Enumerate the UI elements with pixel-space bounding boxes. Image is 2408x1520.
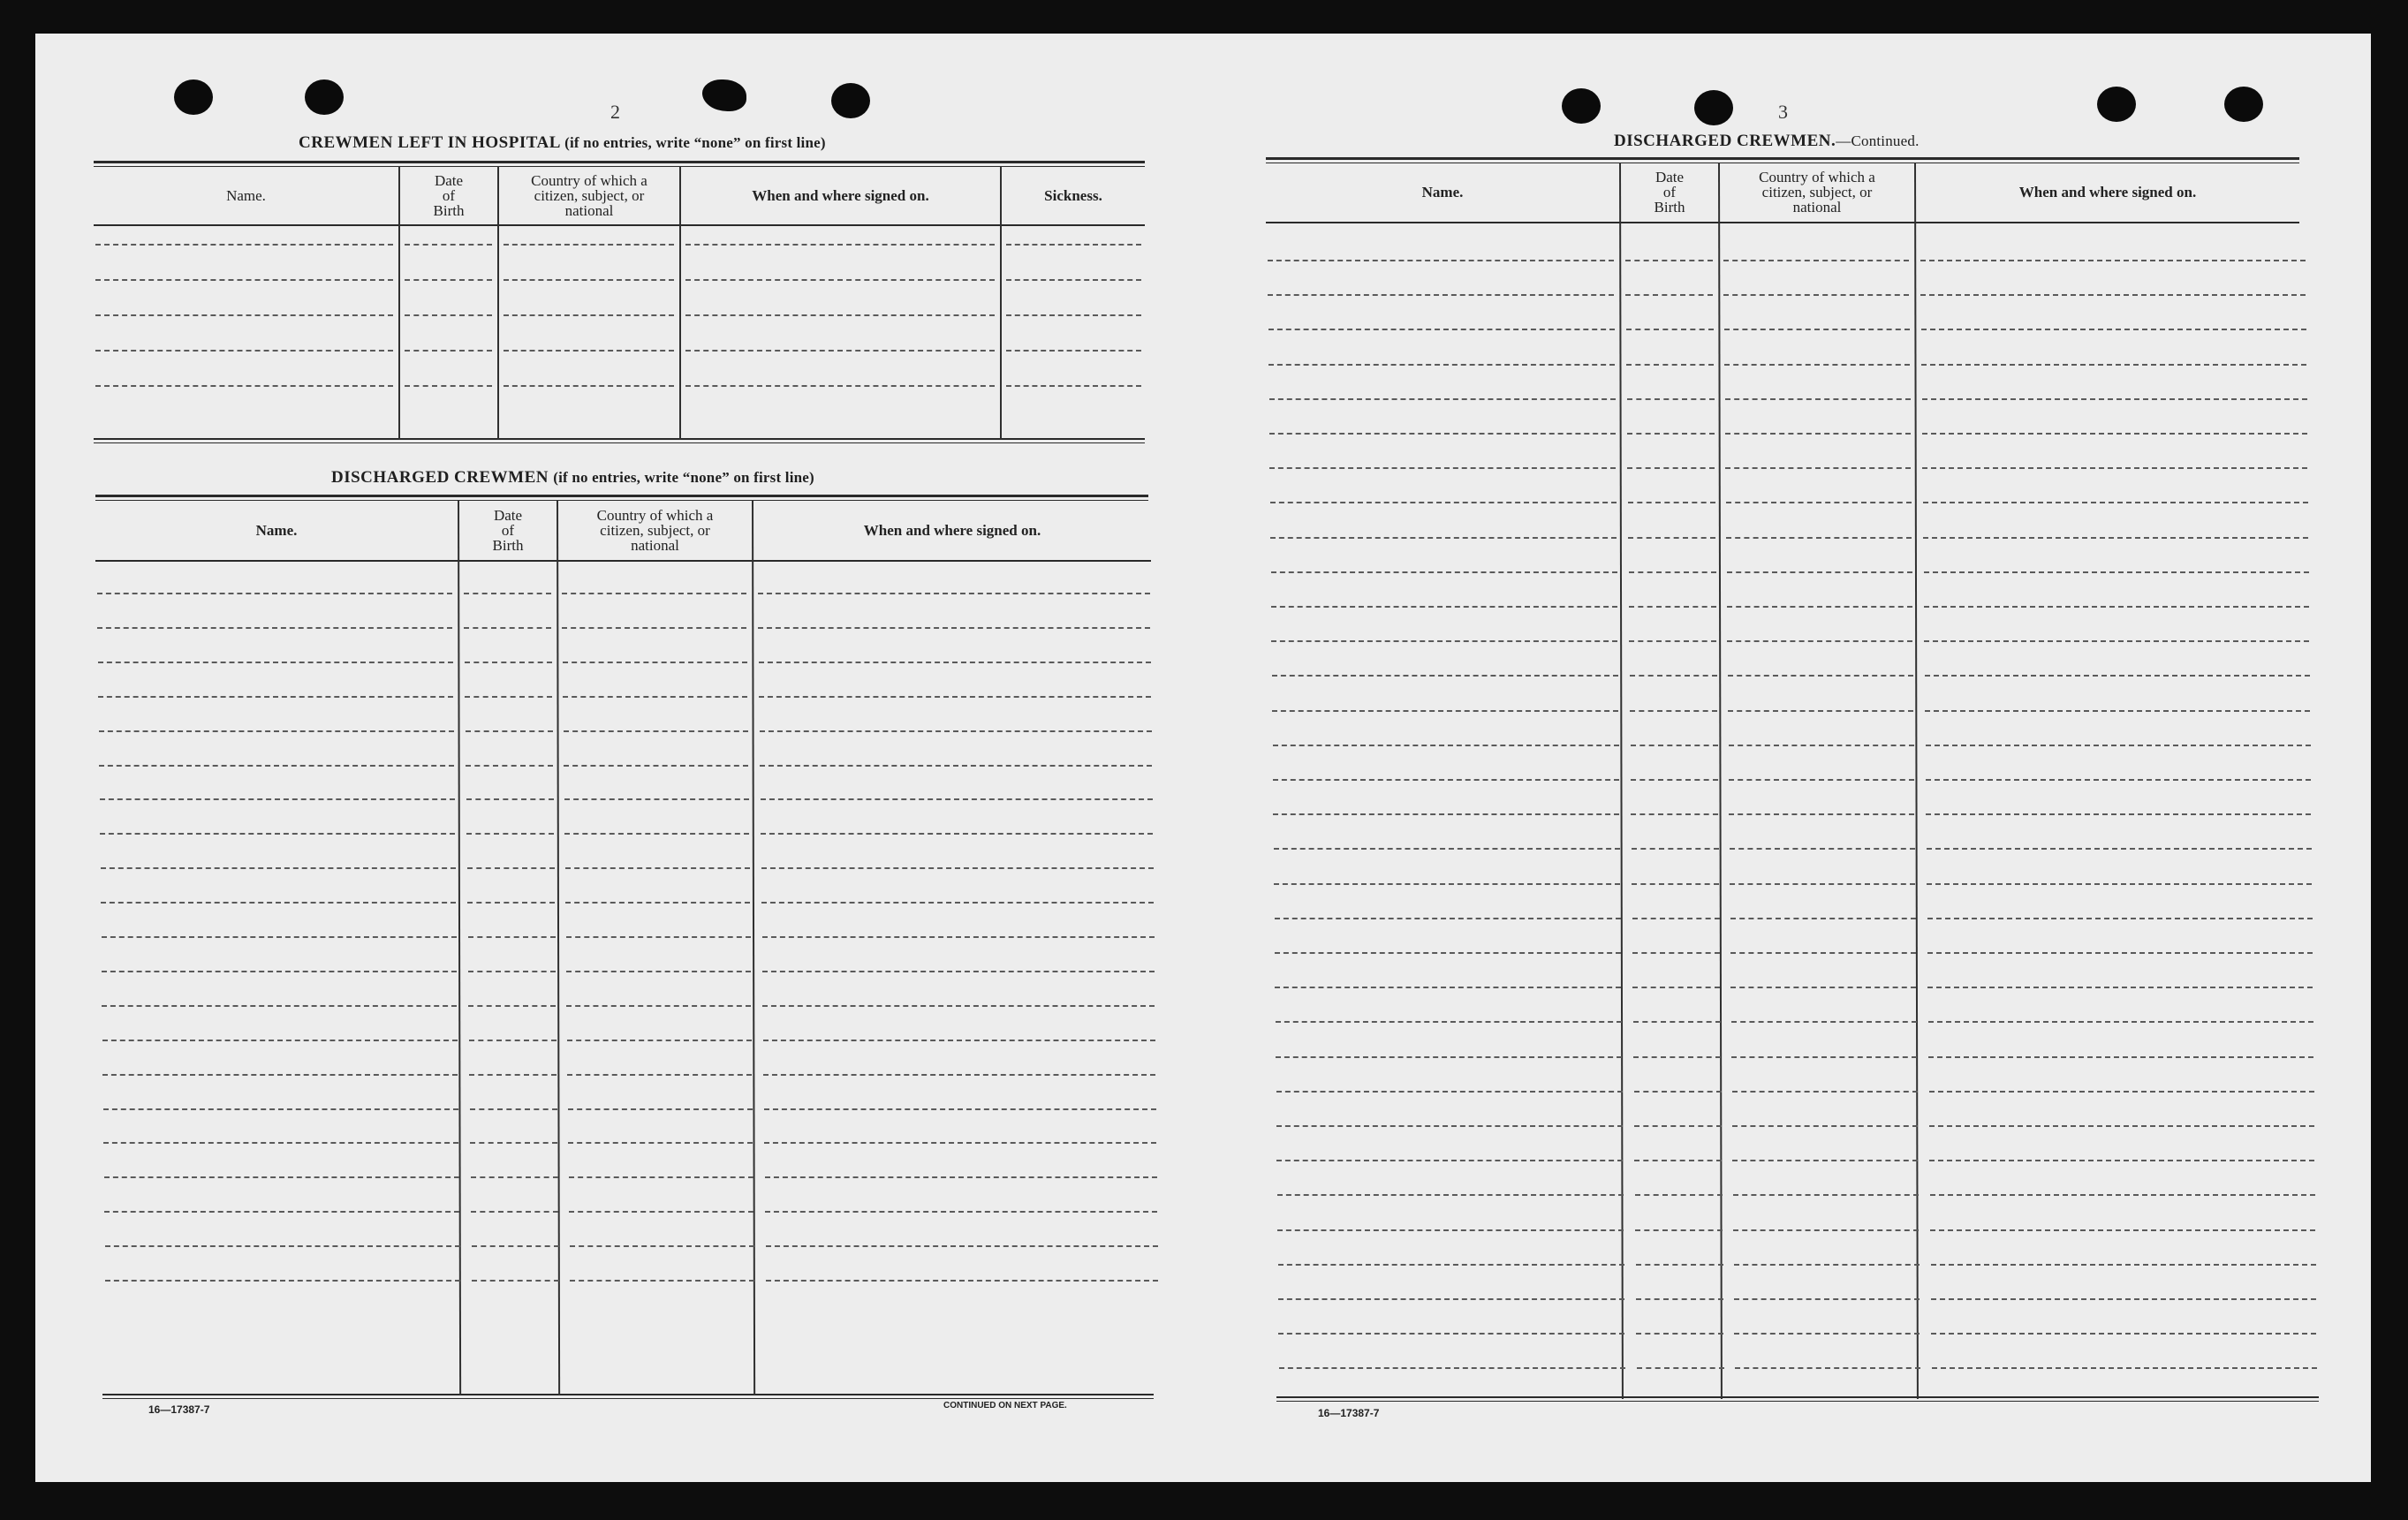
hospital-header-country: Country of which a citizen, subject, or national: [531, 171, 647, 219]
entry-line: [100, 833, 455, 835]
entry-line: [759, 696, 1151, 698]
entry-line: [763, 1040, 1155, 1041]
entry-line: [758, 627, 1150, 629]
entry-line: [1632, 848, 1719, 850]
entry-line: [765, 1211, 1157, 1213]
discharged-right-col-divider: [1914, 163, 1919, 1399]
entry-line: [1633, 1056, 1721, 1058]
discharged-right-header-bottom-rule: [1266, 222, 2299, 223]
entry-line: [1926, 745, 2311, 746]
entry-line: [466, 833, 554, 835]
entry-line: [1725, 433, 1911, 435]
entry-line: [1006, 314, 1141, 316]
entry-line: [1270, 502, 1617, 503]
entry-line: [102, 1005, 457, 1007]
entry-line: [1723, 294, 1909, 296]
entry-line: [1006, 279, 1141, 281]
discharged-left-bottom-rule: [102, 1394, 1154, 1395]
entry-line: [1734, 1264, 1920, 1266]
entry-line: [99, 730, 454, 732]
entry-line: [468, 971, 556, 972]
entry-line: [1268, 329, 1615, 330]
entry-line: [1929, 1091, 2314, 1093]
entry-line: [1632, 883, 1719, 885]
hospital-table-top-rule-thin: [94, 166, 1145, 167]
entry-line: [1629, 571, 1716, 573]
entry-line: [1637, 1367, 1724, 1369]
entry-line: [104, 1211, 459, 1213]
entry-line: [568, 1142, 753, 1144]
entry-line: [685, 385, 995, 387]
entry-line: [1627, 398, 1715, 400]
entry-line: [1632, 952, 1720, 954]
entry-line: [1734, 1333, 1920, 1335]
punch-hole-icon: [2097, 87, 2136, 122]
entry-line: [95, 385, 393, 387]
discharged-left-col-divider: [557, 500, 560, 1395]
punch-hole-icon: [1562, 88, 1601, 124]
discharged-left-header-signed-on: When and where signed on.: [863, 521, 1041, 539]
entry-line: [764, 1108, 1156, 1110]
entry-line: [1927, 883, 2312, 885]
entry-line: [103, 1108, 458, 1110]
entry-line: [1925, 710, 2310, 712]
discharged-right-header-country: Country of which a citizen, subject, or national: [1759, 169, 1875, 216]
entry-line: [405, 385, 492, 387]
discharged-right-bottom-rule: [1276, 1396, 2319, 1398]
entry-line: [95, 350, 393, 352]
entry-line: [464, 593, 551, 594]
entry-line: [1269, 433, 1616, 435]
entry-line: [101, 902, 456, 904]
entry-line: [766, 1280, 1158, 1282]
entry-line: [1728, 675, 1913, 677]
entry-line: [1629, 606, 1716, 608]
entry-line: [1270, 537, 1617, 539]
entry-line: [95, 244, 393, 246]
hospital-section-title: [299, 133, 826, 153]
entry-line: [764, 1142, 1156, 1144]
entry-line: [1634, 1125, 1722, 1127]
discharged-right-header-name: Name.: [1421, 184, 1464, 200]
entry-line: [1730, 883, 1915, 885]
entry-line: [1921, 329, 2306, 330]
entry-line: [1726, 537, 1912, 539]
entry-line: [1921, 364, 2306, 366]
entry-line: [1268, 294, 1614, 296]
entry-line: [685, 279, 995, 281]
entry-line: [472, 1245, 559, 1247]
discharged-left-top-rule: [95, 495, 1148, 497]
entry-line: [1269, 398, 1616, 400]
entry-line: [1276, 1125, 1623, 1127]
discharged-right-col-divider: [1619, 163, 1624, 1399]
discharged-right-top-rule: [1266, 157, 2299, 160]
entry-line: [1730, 987, 1916, 988]
entry-line: [1730, 848, 1915, 850]
discharged-left-col-divider: [458, 500, 461, 1395]
discharged-left-header-name: Name.: [255, 521, 298, 539]
page-number-right: 3: [1778, 101, 1788, 123]
entry-line: [1268, 364, 1615, 366]
entry-line: [464, 627, 551, 629]
entry-line: [1269, 467, 1616, 469]
entry-line: [1274, 883, 1620, 885]
punch-hole-icon: [702, 79, 746, 111]
entry-line: [468, 1005, 556, 1007]
punch-hole-icon: [1694, 90, 1733, 125]
entry-line: [762, 936, 1155, 938]
entry-line: [1635, 1229, 1723, 1231]
entry-line: [765, 1176, 1157, 1178]
entry-line: [1730, 918, 1916, 919]
entry-line: [1276, 1056, 1622, 1058]
entry-line: [759, 662, 1151, 663]
entry-line: [1729, 779, 1914, 781]
entry-line: [471, 1211, 558, 1213]
entry-line: [569, 1211, 753, 1213]
entry-line: [97, 627, 452, 629]
hospital-header-sickness: Sickness.: [1044, 186, 1102, 204]
entry-line: [1924, 571, 2309, 573]
entry-line: [563, 662, 747, 663]
hospital-header-name: Name.: [226, 186, 266, 204]
entry-line: [761, 867, 1154, 869]
entry-line: [1276, 1160, 1623, 1161]
entry-line: [1927, 987, 2313, 988]
entry-line: [1006, 244, 1141, 246]
entry-line: [566, 1005, 751, 1007]
discharged-left-col-divider: [752, 500, 755, 1395]
entry-line: [99, 765, 454, 767]
entry-line: [1930, 1194, 2315, 1196]
entry-line: [1924, 606, 2309, 608]
hospital-table-bottom-rule-thin: [94, 442, 1145, 443]
entry-line: [762, 971, 1155, 972]
punch-hole-icon: [2224, 87, 2263, 122]
entry-line: [1724, 329, 1910, 330]
entry-line: [405, 244, 492, 246]
entry-line: [1630, 710, 1717, 712]
hospital-header-bottom-rule: [94, 224, 1145, 226]
entry-line: [1923, 502, 2308, 503]
entry-line: [570, 1245, 754, 1247]
form-code-left: 16—17387-7: [148, 1403, 210, 1416]
entry-line: [105, 1280, 460, 1282]
entry-line: [465, 696, 552, 698]
hospital-title-note: (if no entries, write “none” on first line): [564, 134, 826, 151]
entry-line: [102, 971, 457, 972]
entry-line: [567, 1040, 752, 1041]
discharged-title-text: DISCHARGED CREWMEN: [331, 468, 549, 487]
entry-line: [1731, 1056, 1917, 1058]
entry-line: [1922, 398, 2307, 400]
entry-line: [471, 1176, 558, 1178]
entry-line: [1276, 1021, 1622, 1023]
entry-line: [1636, 1333, 1723, 1335]
hospital-header-date-of-birth: Date of Birth: [433, 171, 465, 219]
entry-line: [1273, 813, 1619, 815]
entry-line: [1630, 675, 1717, 677]
entry-line: [466, 765, 553, 767]
entry-line: [761, 833, 1153, 835]
entry-line: [101, 867, 456, 869]
entry-line: [1725, 467, 1911, 469]
entry-line: [467, 902, 555, 904]
entry-line: [468, 936, 556, 938]
entry-line: [1268, 260, 1614, 261]
entry-line: [1626, 329, 1714, 330]
entry-line: [1006, 385, 1141, 387]
hospital-table-top-rule: [94, 161, 1145, 163]
entry-line: [100, 798, 455, 800]
entry-line: [1731, 1021, 1917, 1023]
entry-line: [1634, 1160, 1722, 1161]
entry-line: [1932, 1367, 2317, 1369]
entry-line: [1631, 745, 1718, 746]
entry-line: [470, 1108, 557, 1110]
entry-line: [1725, 398, 1911, 400]
entry-line: [1277, 1194, 1624, 1196]
entry-line: [504, 244, 674, 246]
entry-line: [1926, 813, 2311, 815]
page-number-left: 2: [610, 101, 620, 123]
entry-line: [504, 385, 674, 387]
discharged-left-top-rule-thin: [95, 500, 1148, 501]
discharged-left-header-date-of-birth: Date of Birth: [492, 506, 524, 554]
entry-line: [1931, 1264, 2316, 1266]
entry-line: [467, 867, 555, 869]
entry-line: [1925, 675, 2310, 677]
punch-hole-icon: [174, 79, 213, 115]
discharged-right-bottom-rule-thin: [1276, 1401, 2319, 1402]
entry-line: [568, 1108, 753, 1110]
form-code-right: 16—17387-7: [1318, 1407, 1380, 1419]
entry-line: [1273, 745, 1619, 746]
entry-line: [1726, 502, 1912, 503]
entry-line: [563, 696, 747, 698]
entry-line: [95, 279, 393, 281]
entry-line: [1929, 1160, 2314, 1161]
entry-line: [104, 1176, 459, 1178]
entry-line: [1625, 260, 1713, 261]
entry-line: [466, 798, 554, 800]
entry-line: [1924, 640, 2309, 642]
discharged-right-col-divider: [1718, 163, 1723, 1399]
entry-line: [405, 350, 492, 352]
entry-line: [1633, 1021, 1721, 1023]
entry-line: [98, 696, 453, 698]
entry-line: [1723, 260, 1909, 261]
entry-line: [1928, 1056, 2313, 1058]
entry-line: [1929, 1125, 2314, 1127]
hospital-title-text: CREWMEN LEFT IN HOSPITAL: [299, 133, 560, 152]
entry-line: [105, 1245, 460, 1247]
entry-line: [405, 279, 492, 281]
entry-line: [1927, 918, 2313, 919]
discharged-right-header-date-of-birth: Date of Birth: [1654, 169, 1685, 216]
discharged-continued-title: [1614, 132, 1920, 151]
entry-line: [1006, 350, 1141, 352]
discharged-continued-title-text: DISCHARGED CREWMEN.: [1614, 132, 1836, 150]
entry-line: [1920, 260, 2306, 261]
hospital-header-signed-on: When and where signed on.: [752, 186, 929, 204]
entry-line: [1271, 606, 1617, 608]
entry-line: [1625, 294, 1713, 296]
entry-line: [1735, 1367, 1920, 1369]
entry-line: [1732, 1091, 1918, 1093]
entry-line: [1636, 1298, 1723, 1300]
hospital-table-bottom-rule: [94, 438, 1145, 440]
entry-line: [97, 593, 452, 594]
entry-line: [1734, 1298, 1920, 1300]
entry-line: [504, 279, 674, 281]
entry-line: [1930, 1229, 2315, 1231]
entry-line: [1272, 675, 1618, 677]
entry-line: [1271, 640, 1617, 642]
entry-line: [1728, 710, 1913, 712]
entry-line: [1931, 1298, 2316, 1300]
entry-line: [1729, 813, 1914, 815]
entry-line: [761, 902, 1154, 904]
entry-line: [1631, 779, 1718, 781]
entry-line: [1724, 364, 1910, 366]
entry-line: [1920, 294, 2306, 296]
entry-line: [469, 1074, 557, 1076]
entry-line: [102, 1040, 458, 1041]
entry-line: [95, 314, 393, 316]
discharged-section-title: [331, 468, 814, 488]
entry-line: [103, 1142, 458, 1144]
entry-line: [1931, 1333, 2316, 1335]
entry-line: [470, 1142, 557, 1144]
entry-line: [472, 1280, 559, 1282]
entry-line: [504, 350, 674, 352]
entry-line: [1923, 537, 2308, 539]
entry-line: [763, 1074, 1155, 1076]
entry-line: [102, 936, 457, 938]
entry-line: [1271, 571, 1617, 573]
entry-line: [761, 798, 1153, 800]
entry-line: [1278, 1333, 1624, 1335]
entry-line: [564, 833, 749, 835]
entry-line: [566, 971, 751, 972]
entry-line: [1278, 1264, 1624, 1266]
entry-line: [1632, 918, 1720, 919]
entry-line: [466, 730, 553, 732]
entry-line: [504, 314, 674, 316]
entry-line: [1733, 1229, 1919, 1231]
document-page: [35, 34, 2371, 1482]
entry-line: [1632, 987, 1720, 988]
entry-line: [1626, 364, 1714, 366]
entry-line: [1635, 1194, 1723, 1196]
entry-line: [564, 798, 749, 800]
entry-line: [1926, 779, 2311, 781]
entry-line: [762, 1005, 1155, 1007]
entry-line: [1732, 1160, 1918, 1161]
entry-line: [1927, 848, 2312, 850]
entry-line: [1631, 813, 1718, 815]
entry-line: [102, 1074, 458, 1076]
entry-line: [1922, 467, 2307, 469]
entry-line: [1922, 433, 2307, 435]
entry-line: [760, 765, 1152, 767]
entry-line: [1727, 606, 1912, 608]
entry-line: [1276, 1091, 1623, 1093]
entry-line: [1730, 952, 1916, 954]
entry-line: [1277, 1229, 1624, 1231]
entry-line: [1733, 1194, 1919, 1196]
entry-line: [562, 627, 746, 629]
entry-line: [565, 902, 750, 904]
entry-line: [564, 730, 748, 732]
entry-line: [1627, 433, 1715, 435]
entry-line: [98, 662, 453, 663]
entry-line: [564, 765, 748, 767]
entry-line: [1272, 710, 1618, 712]
discharged-title-note: (if no entries, write “none” on first line): [553, 469, 814, 486]
discharged-right-header-signed-on: When and where signed on.: [2018, 184, 2197, 200]
entry-line: [766, 1245, 1158, 1247]
entry-line: [685, 350, 995, 352]
entry-line: [567, 1074, 752, 1076]
entry-line: [685, 314, 995, 316]
entry-line: [1927, 952, 2313, 954]
punch-hole-icon: [305, 79, 344, 115]
continued-note: CONTINUED ON NEXT PAGE.: [943, 1401, 1067, 1410]
discharged-left-header-bottom-rule: [95, 560, 1151, 562]
entry-line: [1275, 987, 1621, 988]
entry-line: [685, 244, 995, 246]
discharged-left-bottom-rule-thin: [102, 1398, 1154, 1399]
entry-line: [1727, 640, 1912, 642]
entry-line: [760, 730, 1152, 732]
entry-line: [570, 1280, 754, 1282]
entry-line: [1628, 537, 1715, 539]
entry-line: [1279, 1367, 1625, 1369]
entry-line: [1274, 848, 1620, 850]
entry-line: [405, 314, 492, 316]
entry-line: [562, 593, 746, 594]
entry-line: [758, 593, 1150, 594]
entry-line: [1732, 1125, 1918, 1127]
discharged-continued-suffix: —Continued.: [1836, 132, 1920, 149]
entry-line: [1627, 467, 1715, 469]
entry-line: [465, 662, 552, 663]
entry-line: [1629, 640, 1716, 642]
entry-line: [469, 1040, 557, 1041]
entry-line: [566, 936, 751, 938]
entry-line: [1634, 1091, 1722, 1093]
punch-hole-icon: [831, 83, 870, 118]
entry-line: [569, 1176, 753, 1178]
entry-line: [1628, 502, 1715, 503]
entry-line: [1928, 1021, 2313, 1023]
entry-line: [1275, 918, 1621, 919]
entry-line: [1636, 1264, 1723, 1266]
entry-line: [1273, 779, 1619, 781]
entry-line: [1278, 1298, 1624, 1300]
entry-line: [1729, 745, 1914, 746]
entry-line: [565, 867, 750, 869]
entry-line: [1727, 571, 1912, 573]
discharged-left-header-country: Country of which a citizen, subject, or national: [596, 506, 714, 554]
entry-line: [1275, 952, 1621, 954]
